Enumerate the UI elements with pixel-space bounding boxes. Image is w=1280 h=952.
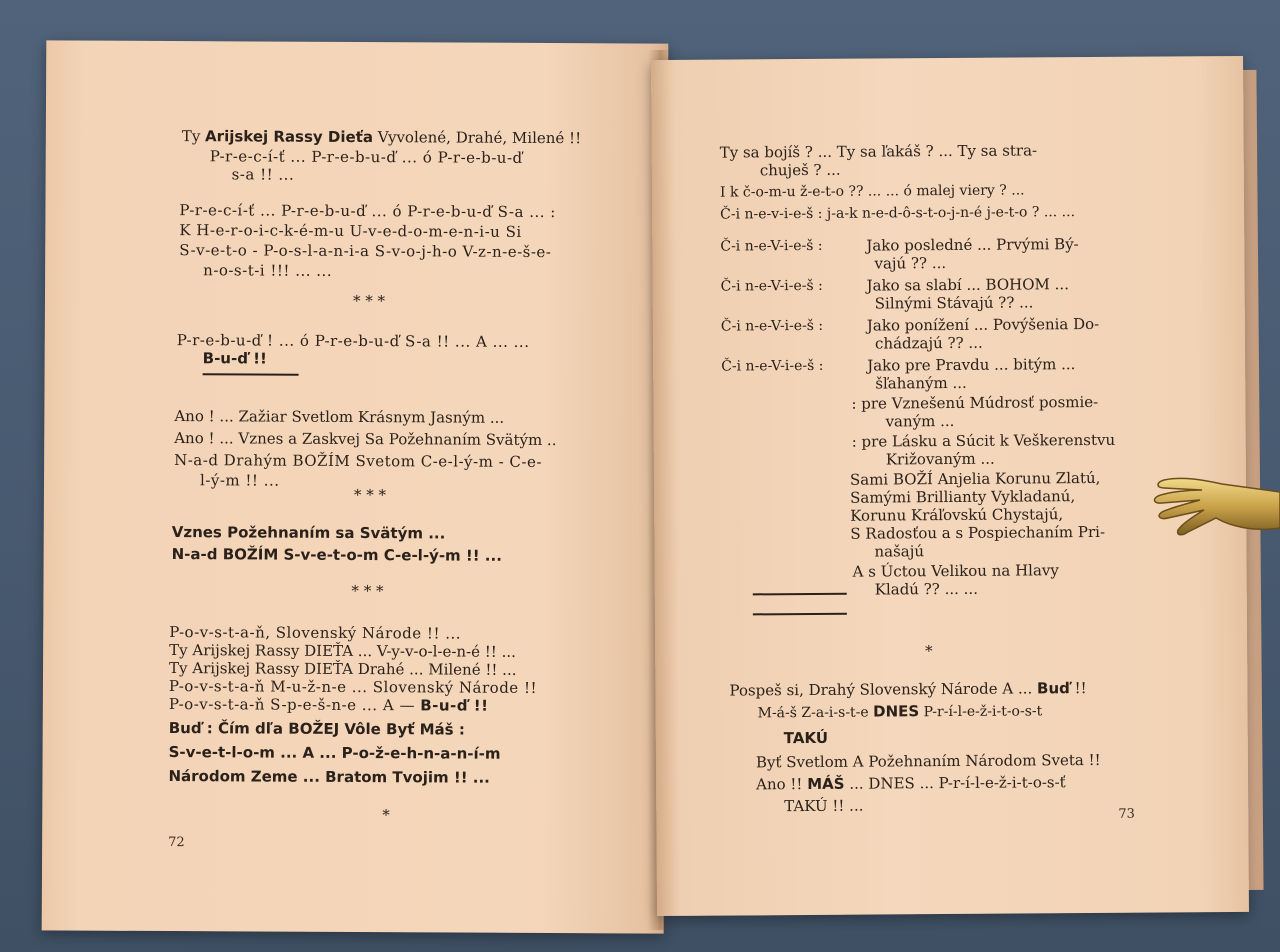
text-line: P-o-v-s-t-a-ň S-p-e-š-n-e ... A — B-u-ď !! bbox=[168, 695, 489, 715]
text-line: vajú ?? ... bbox=[874, 254, 947, 273]
separator-asterisks: * * * bbox=[351, 581, 384, 601]
separator-asterisk: * bbox=[382, 806, 390, 825]
text-line: Korunu Kráľovskú Chystajú, bbox=[850, 505, 1064, 525]
text-line: Silnými Stávajú ?? ... bbox=[874, 293, 1034, 313]
text-line: Č-i n-e-V-i-e-š : bbox=[720, 237, 823, 255]
text-line: S Radosťou a s Pospiechaním Pri- bbox=[850, 522, 1106, 543]
text-line: Ty sa bojíš ? ... Ty sa ľakáš ? ... Ty sa stra- bbox=[719, 141, 1038, 162]
text-line: : pre Lásku a Súcit k Veškerenstvu bbox=[851, 430, 1116, 451]
text-line: Č-i n-e-v-i-e-š : j-a-k n-e-d-ô-s-t-o-j-n-é j-e-t-o ? ... ... bbox=[720, 204, 1076, 223]
text-line: šľahaným ... bbox=[875, 373, 967, 393]
text-line: B-u-ď !! bbox=[202, 349, 267, 368]
text-line: Č-i n-e-V-i-e-š : bbox=[721, 357, 824, 375]
text-line: Č-i n-e-V-i-e-š : bbox=[720, 317, 824, 335]
text-line: l-ý-m !! ... bbox=[199, 471, 280, 490]
text-line: vaným ... bbox=[885, 411, 955, 431]
text-line: Ano ! ... Zažiar Svetlom Krásnym Jasným ... bbox=[174, 407, 505, 427]
text-line: Kladú ?? ... ... bbox=[874, 579, 978, 599]
dash-rule bbox=[203, 373, 299, 376]
text-line: Samými Brillianty Vykladanú, bbox=[850, 487, 1076, 507]
text-line: s-a !! ... bbox=[231, 165, 295, 184]
text-line: Ano ! ... Vznes a Zaskvej Sa Požehnaním Svätým .. bbox=[174, 429, 557, 450]
text-line: S-v-e-t-o - P-o-s-l-a-n-i-a S-v-o-j-h-o V-z-n-e-š-e- bbox=[179, 241, 552, 262]
text-line: P-o-v-s-t-a-ň, Slovenský Národe !! ... bbox=[169, 623, 462, 643]
page-number: 73 bbox=[1118, 806, 1135, 822]
text-line: Byť Svetlom A Požehnaním Národom Sveta !! bbox=[755, 750, 1101, 772]
text-line: Jako posledné ... Prvými Bý- bbox=[866, 235, 1079, 255]
text-line: n-o-s-t-i !!! ... ... bbox=[203, 261, 333, 280]
text-line: Jako sa slabí ... BOHOM ... bbox=[866, 275, 1070, 295]
separator-asterisks: * * * bbox=[352, 291, 386, 311]
separator-asterisks: * * * bbox=[353, 485, 387, 505]
brass-hand-clip-icon bbox=[1152, 466, 1280, 558]
text-line: Jako ponížení ... Povýšenia Do- bbox=[866, 314, 1100, 335]
text-line: Ano !! MÁŠ ... DNES ... P-r-í-l-e-ž-i-t-o-s-ť bbox=[756, 773, 1066, 794]
text-line: TAKÚ bbox=[783, 728, 829, 748]
text-line: Jako pre Pravdu ... bitým ... bbox=[867, 355, 1076, 375]
text-line: Č-i n-e-V-i-e-š : bbox=[720, 277, 823, 295]
text-line: P-o-v-s-t-a-ň M-u-ž-n-e ... Slovenský Národe !! bbox=[168, 677, 538, 697]
text-line: chuješ ? ... bbox=[759, 160, 841, 180]
text-line: našajú bbox=[874, 542, 925, 561]
text-line: P-r-e-b-u-ď ! ... ó P-r-e-b-u-ď S-a !! ... A ... ... bbox=[176, 331, 530, 351]
dash-rule bbox=[753, 613, 847, 616]
text-line: : pre Vznešenú Múdrosť posmie- bbox=[851, 392, 1099, 413]
text-line: TAKÚ !! ... bbox=[784, 796, 864, 816]
text-line: Národom Zeme ... Bratom Tvojim !! ... bbox=[168, 767, 490, 787]
text-line: chádzajú ?? ... bbox=[874, 333, 983, 353]
text-line: Sami BOŽÍ Anjelia Korunu Zlatú, bbox=[849, 468, 1101, 489]
text-line: N-a-d BOŽÍM S-v-e-t-o-m C-e-l-ý-m !! ... bbox=[171, 545, 502, 565]
page-number: 72 bbox=[168, 835, 185, 851]
text-line: M-á-š Z-a-i-s-t-e DNES P-r-í-l-e-ž-i-t-o-s-t bbox=[757, 702, 1043, 722]
text-line: S-v-e-t-l-o-m ... A ... P-o-ž-e-h-n-a-n-í-m bbox=[168, 743, 501, 763]
text-line: Križovaným ... bbox=[885, 449, 995, 469]
text-line: P-r-e-c-í-ť ... P-r-e-b-u-ď ... ó P-r-e-b-u-ď S-a ... : bbox=[179, 201, 556, 222]
text-line: N-a-d Drahým BOŽÍM Svetom C-e-l-ý-m - C-e- bbox=[174, 451, 542, 471]
text-line: Pospeš si, Drahý Slovenský Národe A ... Buď !! bbox=[729, 679, 1087, 700]
separator-asterisk: * bbox=[925, 642, 933, 661]
text-line: Ty Arijskej Rassy DIEŤA ... V-y-v-o-l-e-n-é !! ... bbox=[169, 641, 516, 661]
text-line: P-r-e-c-í-ť ... P-r-e-b-u-ď ... ó P-r-e-b-u-ď bbox=[209, 147, 523, 167]
text-line: K H-e-r-o-i-c-k-é-m-u U-v-e-d-o-m-e-n-i-u Si bbox=[179, 221, 522, 241]
dash-rule bbox=[753, 593, 847, 596]
text-line: Buď : Čím dľa BOŽEJ Vôle Byť Máš : bbox=[168, 719, 465, 739]
left-page bbox=[42, 40, 669, 933]
text-line: Vznes Požehnaním sa Svätým ... bbox=[171, 523, 446, 543]
text-line: Ty Arijskej Rassy Dieťa Vyvolené, Drahé, Milené !! bbox=[181, 127, 582, 148]
text-line: Ty Arijskej Rassy DIEŤA Drahé ... Milené !! ... bbox=[169, 659, 517, 679]
text-line: I k č-o-m-u ž-e-t-o ?? ... ... ó malej viery ? ... bbox=[719, 182, 1025, 201]
text-line: A s Úctou Velikou na Hlavy bbox=[852, 561, 1059, 581]
